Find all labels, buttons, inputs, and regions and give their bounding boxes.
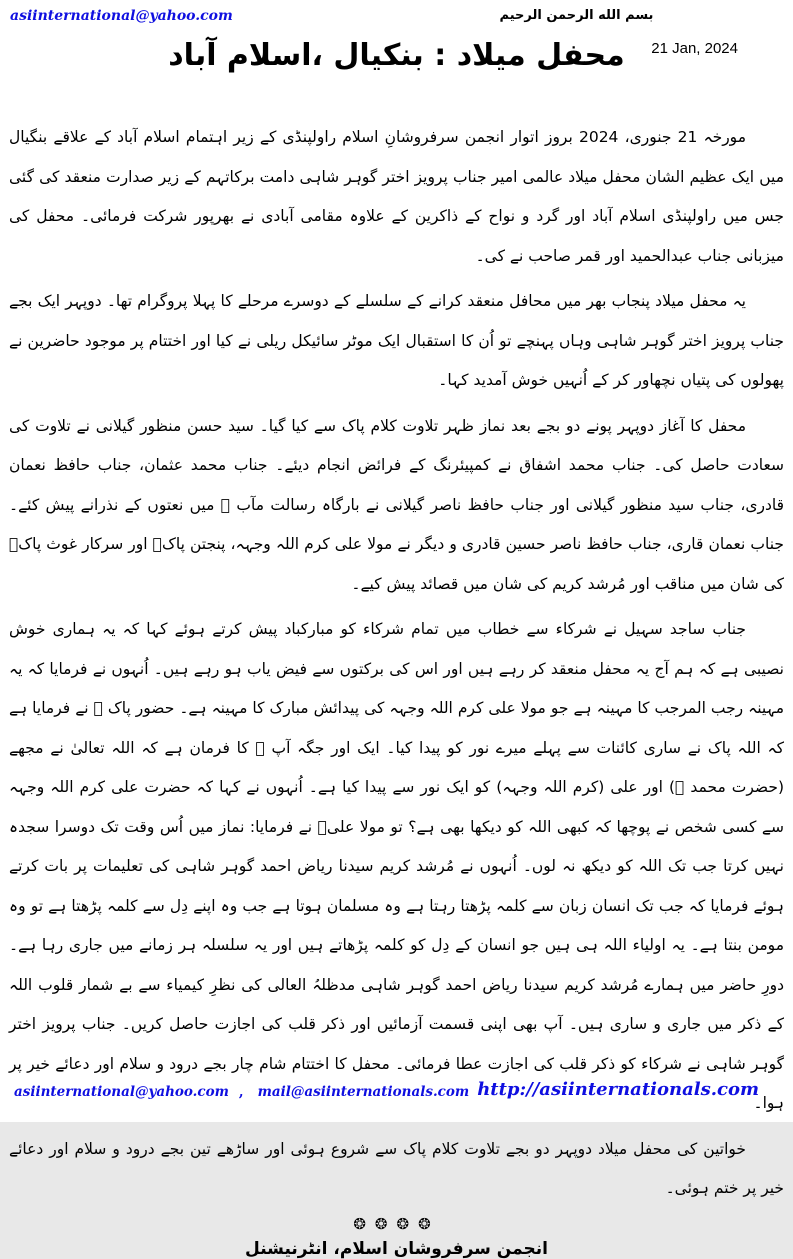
ornament-divider-icon: ❂❂❂❂ bbox=[353, 1214, 440, 1233]
paragraph-5: خواتین کی محفل میلاد دوپہر دو بجے تلاوت کلام پاک سے شروع ہوئی اور ساڑھے تین بجے درود و سلام اور دعائے خیر پر ختم ہوئی۔ bbox=[9, 1139, 784, 1198]
footer bbox=[0, 1079, 793, 1100]
organization-name: انجمن سرفروشان اسلام، انٹرنیشنل bbox=[245, 1238, 548, 1259]
footer-emails bbox=[14, 1084, 477, 1100]
paragraph-4: جناب ساجد سہیل نے شرکاء سے خطاب میں تمام شرکاء کو مبارکباد پیش کرتے ہوئے کہا کہ یہ ہماری خوش نصیبی ہے کہ ہم آج یہ محفل منعقد کر رہے ہیں اور اس کی برکتوں سے فیض یاب ہو رہے ہیں۔ اُنہوں نے فرمایا کہ یہ مہینہ رجب المرجب کا مہینہ ہے جو مولا علی کرم اللہ وجہہ کی پیدائش مبارک کا مہینہ ہے۔ حضور پاک ﷺ نے فرمایا ہے کہ اللہ پاک نے ساری کائنات سے پہلے میرے نور کو پیدا کیا۔ ایک اور جگہ آپ ﷺ کا فرمان ہے کہ اللہ تعالیٰ نے مجھے (حضرت محمد ﷺ) اور علی (کرم اللہ وجہہ) کو ایک نور سے پیدا کیا ہے۔ اُنہوں نے کہا کہ حضرت علی کرم اللہ وجہہ سے کسی شخص نے پوچھا کہ کبھی اللہ کو دیکھا بھی ہے؟ تو مولا علیؑ نے فرمایا: نماز میں اُس وقت تک دوسرا سجدہ نہیں کرتا جب تک اللہ کو دیکھ نہ لوں۔ اُنہوں نے مُرشد کریم سیدنا ریاض احمد گوہر شاہی کی تعلیمات پر بات کرتے ہوئے فرمایا کہ جب تک انسان زبان سے کلمہ پڑھتا رہتا ہے وہ مسلمان ہوتا ہے جب وہ اپنے دِل سے کلمہ پڑھتا ہے تو وہ مومن بنتا ہے۔ یہ اولیاء اللہ ہی ہیں جو انسان کے دِل کو کلمہ پڑھاتے ہیں اور یہ سلسلہ ہر زمانے میں جاری رہا ہے۔ دورِ حاضر میں ہمارے مُرشد کریم سیدنا ریاض احمد گوہر شاہی مدظلہُ العالی کی نظرِ کیمیاء سے بے شمار قلوب اللہ کے ذکر میں جاری و ساری ہیں۔ آپ بھی اپنی قسمت آزمائیں اور ذکر قلب کی اجازت حاصل کریں۔ جناب پرویز اختر گوہر شاہی نے شرکاء کو ذکر قلب کی اجازت عطا فرمائی۔ محفل کا اختتام شام چار بجے درود و سلام اور دعائے خیر پر ہوا۔ bbox=[9, 620, 784, 1113]
footer-email-2-link[interactable]: mail@asiinternationals.com bbox=[257, 1084, 470, 1100]
paragraph-2: یہ محفل میلاد پنجاب بھر میں محافل منعقد کرانے کے سلسلے کے دوسرے مرحلے کا پہلا پروگرام تھا۔ دوپہر ایک بجے جناب پرویز اختر گوہر شاہی وہاں پہنچے تو اُن کا استقبال ایک موٹر سائیکل ریلی نے کیا اور اختتام پر موجود حاضرین نے پھولوں کی پتیاں نچھاور کر کے اُنہیں خوش آمدید کہا۔ bbox=[9, 292, 784, 390]
header bbox=[0, 0, 793, 24]
paragraph-1: مورخہ 21 جنوری، 2024 بروز اتوار انجمن سرفروشانِ اسلام راولپنڈی کے زیر اہتمام اسلام آباد کے علاقے بنگیال میں ایک عظیم الشان محفل میلاد عالمی امیر جناب پرویز اختر گوہر شاہی دامت برکاتہم کے زیر صدارت منعقد کی گئی جس میں راولپنڈی اسلام آباد اور گرد و نواح کے ذاکرین کے علاوہ مقامی آبادی نے بھرپور شرکت فرمائی۔ محفل کی میزبانی جناب عبدالحمید اور قمر صاحب نے کی۔ bbox=[9, 128, 784, 265]
footer-website-link[interactable]: http://asiinternationals.com bbox=[477, 1079, 759, 1100]
document-body bbox=[0, 102, 793, 1209]
header-email-link[interactable]: asiinternational@yahoo.com bbox=[10, 8, 233, 24]
footer-email-separator: , bbox=[238, 1084, 244, 1100]
footer-email-1-link[interactable]: asiinternational@yahoo.com bbox=[14, 1084, 229, 1100]
paragraph-3: محفل کا آغاز دوپہر پونے دو بجے بعد نماز ظہر تلاوت کلام پاک سے کیا گیا۔ سید حسن منظور گیلانی نے تلاوت کی سعادت حاصل کی۔ جناب محمد اشفاق نے کمپیئرنگ کے فرائض انجام دیئے۔ جناب محمد عثمان، جناب حافظ نعمان قادری، جناب سید منظور گیلانی اور جناب حافظ ناصر گیلانی نے بارگاہ رسالت مآب ﷺ میں نعتوں کے نذرانے پیش کئے۔ جناب نعمان قاری، جناب حافظ ناصر حسین قادری و دیگر نے مولا علی کرم اللہ وجہہ، پنجتن پاکؑ اور سرکار غوث پاکؒ کی شان میں مناقب اور مُرشد کریم کی شان میں قصائد پیش کیے۔ bbox=[9, 416, 784, 593]
title-row bbox=[0, 38, 793, 102]
bismillah-text: بسم الله الرحمن الرحيم bbox=[499, 8, 654, 23]
page-title: محفل میلاد : بنکیال ،اسلام آباد bbox=[168, 38, 625, 73]
date-label: 21 Jan, 2024 bbox=[651, 40, 738, 57]
